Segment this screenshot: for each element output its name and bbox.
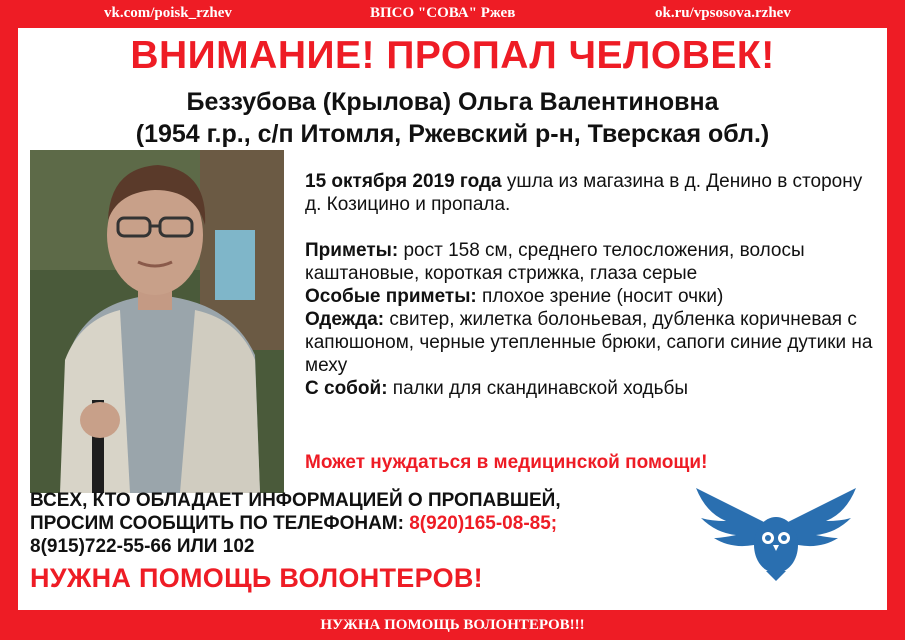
bottom-bar: НУЖНА ПОМОЩЬ ВОЛОНТЕРОВ!!! (320, 617, 585, 633)
headline: ВНИМАНИЕ! ПРОПАЛ ЧЕЛОВЕК! (130, 34, 775, 77)
volunteers-call: НУЖНА ПОМОЩЬ ВОЛОНТЕРОВ! (30, 563, 483, 593)
owl-logo-icon (686, 483, 866, 583)
description-block (305, 170, 875, 400)
incident-description: ушла из магазина в д. Денино в сторону д. Козицино и пропала. (305, 171, 863, 215)
special-signs-text: плохое зрение (носит очки) (476, 286, 724, 307)
callout-line-2 (30, 512, 670, 535)
special-signs-label: Особые приметы: (305, 286, 477, 307)
signs-label: Приметы: (305, 240, 399, 261)
clothing-text: свитер, жилетка болоньевая, дубленка коричневая с капюшоном, черные утепленные брюки, сапоги синие дутики на меху (305, 309, 873, 376)
person-photo (30, 150, 284, 493)
contact-callout (30, 489, 670, 558)
callout-line-1: ВСЕХ, КТО ОБЛАДАЕТ ИНФОРМАЦИЕЙ О ПРОПАВШЕЙ, (30, 490, 561, 511)
medical-note: Может нуждаться в медицинской помощи! (305, 452, 708, 473)
incident-text (305, 170, 875, 216)
clothing-label: Одежда: (305, 309, 385, 330)
belongings-text: палки для скандинавской ходьбы (387, 378, 689, 399)
callout-prompt: ПРОСИМ СООБЩИТЬ ПО ТЕЛЕФОНАМ: (30, 513, 410, 534)
vk-link[interactable]: vk.com/poisk_rzhev (104, 5, 232, 21)
callout-line-3[interactable]: 8(915)722-55-66 ИЛИ 102 (30, 536, 255, 557)
top-bar (0, 0, 905, 28)
person-name: Беззубова (Крылова) Ольга Валентиновна (186, 88, 719, 116)
person-details: (1954 г.р., с/п Итомля, Ржевский р-н, Тверская обл.) (135, 120, 770, 148)
signs-text: рост 158 см, среднего телосложения, волосы каштановые, короткая стрижка, глаза серые (305, 240, 805, 284)
phone-number-1[interactable]: 8(920)165-08-85; (409, 513, 558, 534)
special-signs-line (305, 285, 875, 308)
poster-body (18, 28, 887, 610)
belongings-label: С собой: (305, 378, 388, 399)
ok-link[interactable]: ok.ru/vpsosova.rzhev (655, 5, 791, 21)
clothing-line (305, 308, 875, 377)
signs-line (305, 239, 875, 285)
organization-name: ВПСО "СОВА" Ржев (370, 5, 516, 21)
incident-date: 15 октября 2019 года (305, 171, 502, 192)
belongings-line (305, 377, 875, 400)
